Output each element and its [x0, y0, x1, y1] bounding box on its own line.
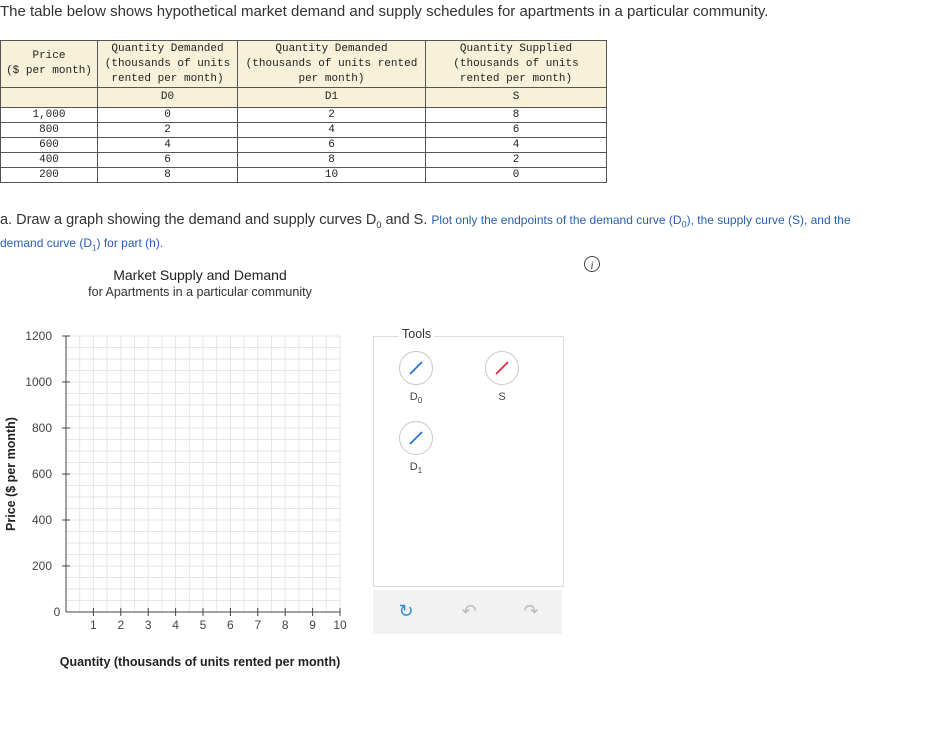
intro-text: The table below shows hypothetical market demand and supply schedules for apartments in a particular community.	[0, 3, 769, 20]
tool-s[interactable]: S	[482, 351, 522, 403]
table-cell: 600	[1, 138, 98, 153]
reset-icon[interactable]: ↻	[398, 601, 414, 621]
action-bar	[373, 590, 562, 634]
x-tick-label: 1	[90, 618, 97, 632]
table-cell: 1,000	[1, 108, 98, 123]
x-tick-label: 9	[309, 618, 316, 632]
table-cell: 800	[1, 123, 98, 138]
info-icon[interactable]: i	[584, 256, 600, 272]
x-axis-label: Quantity (thousands of units rented per month)	[59, 655, 341, 669]
subheader-d0-sub: 0	[167, 91, 175, 103]
y-tick-label: 1000	[25, 375, 52, 389]
d0-line-icon	[399, 351, 433, 385]
subheader-price	[1, 88, 98, 108]
y-axis-label: Price ($ per month)	[4, 417, 18, 531]
table-cell: 10	[238, 168, 426, 183]
table-cell: 0	[426, 168, 607, 183]
question-a: a. Draw a graph showing the demand and supply curves $D_0$ and S. Plot only the endpoints of the demand curve $(D_0)$, the supply curve (S), and the	[0, 212, 851, 230]
table-cell: 200	[1, 168, 98, 183]
y-tick-label: 800	[31, 421, 52, 435]
table-row	[1, 138, 607, 153]
d1-line-icon	[399, 421, 433, 455]
undo-icon[interactable]: ↶	[461, 601, 477, 621]
table-cell: 6	[238, 138, 426, 153]
table-row	[1, 108, 607, 123]
table-cell: 2	[238, 108, 426, 123]
table-cell: 6	[426, 123, 607, 138]
subheader-d1: D1	[238, 88, 426, 108]
origin-label: 0	[53, 605, 61, 619]
table-cell: 4	[98, 138, 238, 153]
table-cell: 0	[98, 108, 238, 123]
tools-label: Tools	[399, 327, 434, 341]
table-cell: 8	[426, 108, 607, 123]
s-line-icon	[485, 351, 519, 385]
x-tick-label: 8	[281, 618, 289, 632]
y-tick-label: 600	[31, 467, 52, 481]
x-tick-label: 7	[254, 618, 262, 632]
question-a-cont: demand curve $(D_1)$ for part (h).	[0, 236, 164, 253]
table-row	[1, 153, 607, 168]
subheader-d0: D0	[98, 88, 238, 108]
header-qd1: Quantity Demanded (thousands of units rented per month)	[238, 41, 426, 88]
y-tick-label: 200	[31, 559, 52, 573]
x-tick-label: 2	[117, 618, 125, 632]
table-cell: 400	[1, 153, 98, 168]
header-price: Price ($ per month)	[1, 41, 98, 88]
header-qs: Quantity Supplied (thousands of units rented per month)	[426, 41, 607, 88]
schedule-table	[0, 40, 607, 183]
y-tick-label: 400	[31, 513, 52, 527]
table-cell: 4	[238, 123, 426, 138]
subheader-s: S	[426, 88, 607, 108]
x-tick-label: 5	[199, 618, 207, 632]
table-row	[1, 168, 607, 183]
tool-d0[interactable]: $D_0$	[396, 351, 436, 405]
graph-area[interactable]	[0, 320, 370, 680]
table-cell: 2	[98, 123, 238, 138]
chart-subtitle: for Apartments in a particular community	[88, 285, 312, 299]
x-tick-label: 10	[333, 618, 347, 632]
header-qd0: Quantity Demanded (thousands of units rented per month)	[98, 41, 238, 88]
table-cell: 6	[98, 153, 238, 168]
table-cell: 2	[426, 153, 607, 168]
x-tick-label: 4	[172, 618, 179, 632]
redo-icon[interactable]: ↷	[523, 601, 539, 621]
table-cell: 8	[98, 168, 238, 183]
table-cell: 8	[238, 153, 426, 168]
table-cell: 4	[426, 138, 607, 153]
x-tick-label: 3	[144, 618, 152, 632]
y-tick-label: 1200	[25, 329, 52, 343]
tool-d1[interactable]: $D_1$	[396, 421, 436, 475]
chart-title: Market Supply and Demand	[113, 267, 287, 283]
table-row	[1, 123, 607, 138]
x-tick-label: 6	[227, 618, 234, 632]
